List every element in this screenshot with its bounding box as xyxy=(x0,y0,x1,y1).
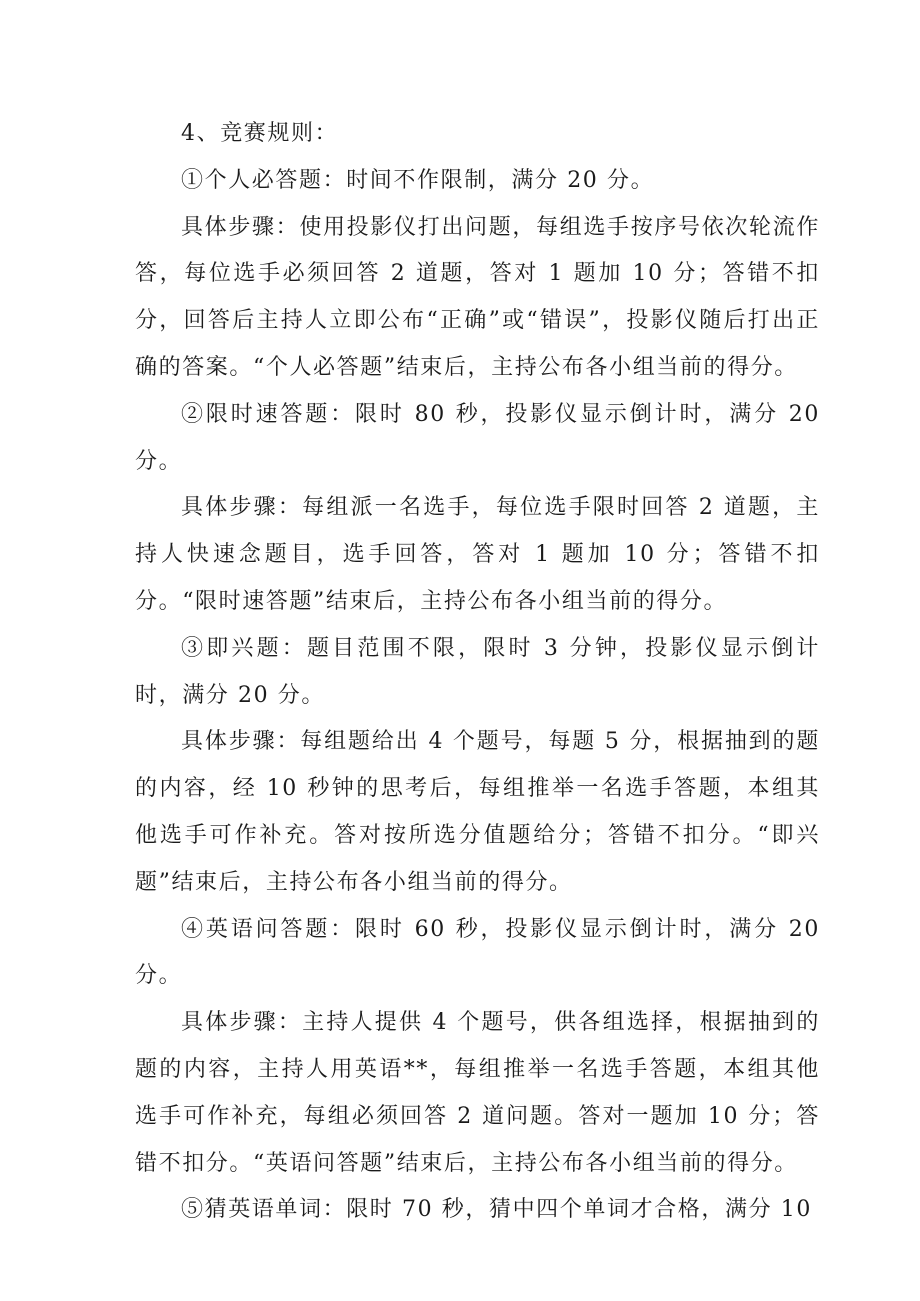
rule-1-title: ①个人必答题：时间不作限制，满分 20 分。 xyxy=(181,167,655,193)
rule-3-title: ③即兴题：题目范围不限，限时 3 分钟，投影仪显示倒计时，满分 20 分。 xyxy=(135,635,820,708)
rule-1-steps: 具体步骤：使用投影仪打出问题，每组选手按序号依次轮流作答，每位选手必须回答 2 道题，答对 1 题加 10 分；答错不扣分，回答后主持人立即公布“正确”或“错误”，投影仪随后打出正确的答案。“个人必答题”结束后，主持公布各小组当前的得分。 xyxy=(135,214,820,380)
rule-4-title: ④英语问答题：限时 60 秒，投影仪显示倒计时，满分 20 分。 xyxy=(135,916,820,989)
rule-4-steps: 具体步骤：主持人提供 4 个题号，供各组选择，根据抽到的题的内容，主持人用英语**，每组推举一名选手答题，本组其他选手可作补充，每组必须回答 2 道问题。答对一题加 10 分；答错不扣分。“英语问答题”结束后，主持公布各小组当前的得分。 xyxy=(135,1010,820,1176)
rule-2-title: ②限时速答题：限时 80 秒，投影仪显示倒计时，满分 20 分。 xyxy=(135,401,820,474)
rule-3-steps: 具体步骤：每组题给出 4 个题号，每题 5 分，根据抽到的题的内容，经 10 秒钟的思考后，每组推举一名选手答题，本组其他选手可作补充。答对按所选分值题给分；答错不扣分。“即兴题”结束后，主持公布各小组当前的得分。 xyxy=(135,729,820,895)
rule-2-steps: 具体步骤：每组派一名选手，每位选手限时回答 2 道题，主持人快速念题目，选手回答，答对 1 题加 10 分；答错不扣分。“限时速答题”结束后，主持公布各小组当前的得分。 xyxy=(135,495,820,614)
section-heading-competition-rules: 4、竞赛规则： xyxy=(181,121,339,146)
rule-5-title: ⑤猜英语单词：限时 70 秒，猜中四个单词才合格，满分 10 xyxy=(181,1197,812,1223)
